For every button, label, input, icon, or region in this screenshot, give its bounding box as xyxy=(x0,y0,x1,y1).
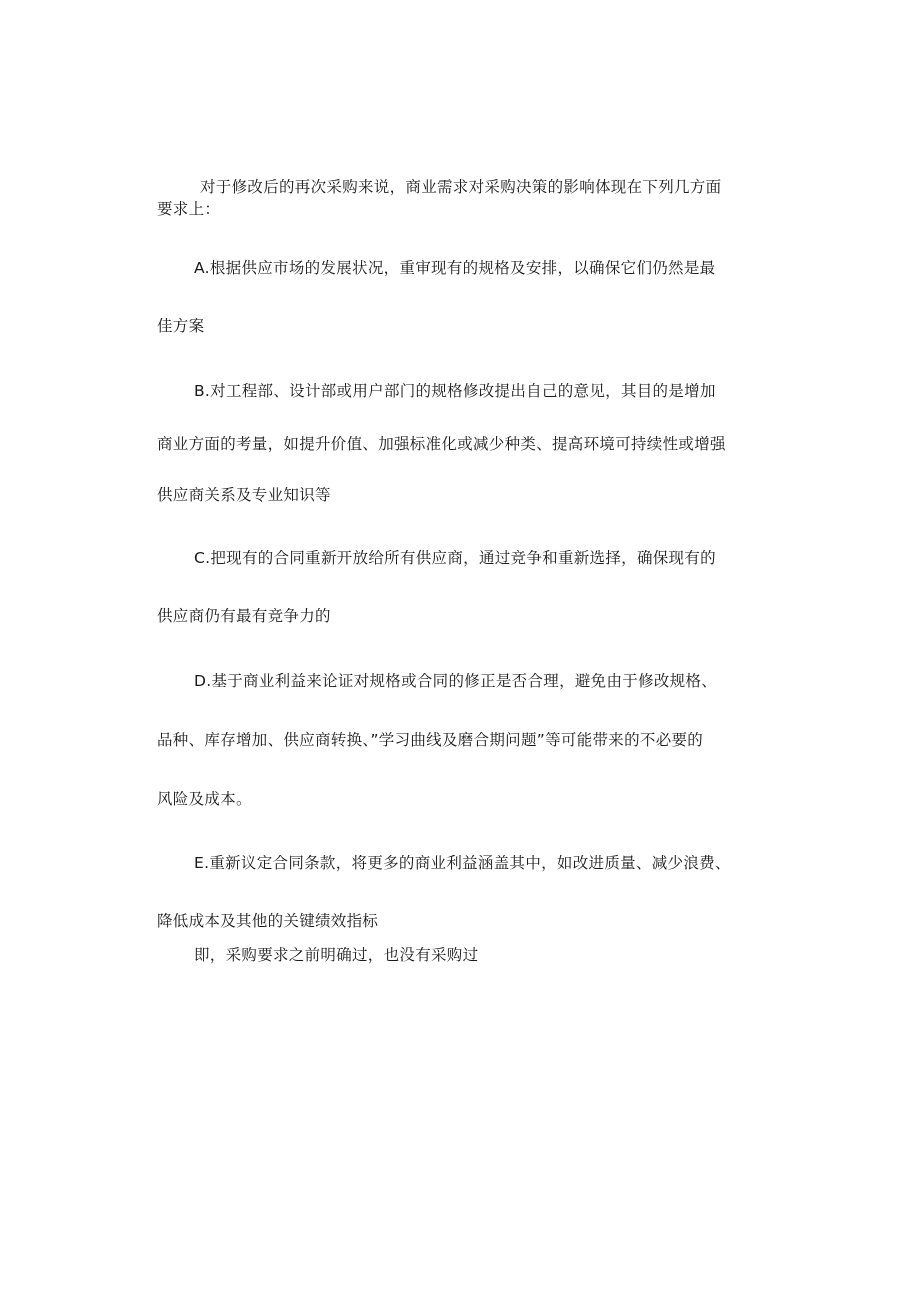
item-d-line-3: 风险及成本。 xyxy=(157,790,252,808)
closing-line: 即，采购要求之前明确过，也没有采购过 xyxy=(194,946,479,964)
item-c-line-1: C.把现有的合同重新开放给所有供应商，通过竞争和重新选择，确保现有的 xyxy=(194,549,716,567)
item-b-line-2: 商业方面的考量，如提升价值、加强标准化或减少种类、提高环境可持续性或增强 xyxy=(157,435,726,453)
item-e-line-1: E.重新议定合同条款，将更多的商业利益涵盖其中，如改进质量、减少浪费、 xyxy=(194,854,731,872)
item-a-line-1: A.根据供应市场的发展状况，重审现有的规格及安排，以确保它们仍然是最 xyxy=(194,259,716,277)
intro-line-1: 对于修改后的再次采购来说，商业需求对采购决策的影响体现在下列几方面 xyxy=(200,178,722,196)
intro-line-2: 要求上： xyxy=(157,200,221,218)
item-c-line-2: 供应商仍有最有竞争力的 xyxy=(157,607,331,625)
item-b-line-3: 供应商关系及专业知识等 xyxy=(157,486,331,504)
item-e-line-2: 降低成本及其他的关键绩效指标 xyxy=(157,912,379,930)
item-d-line-2: 品种、库存增加、供应商转换、”学习曲线及磨合期问题”等可能带来的不必要的 xyxy=(157,731,704,749)
item-d-line-1: D.基于商业利益来论证对规格或合同的修正是否合理，避免由于修改规格、 xyxy=(194,672,718,690)
item-b-line-1: B.对工程部、设计部或用户部门的规格修改提出自己的意见，其目的是增加 xyxy=(194,382,716,400)
item-a-line-2: 佳方案 xyxy=(157,317,205,335)
